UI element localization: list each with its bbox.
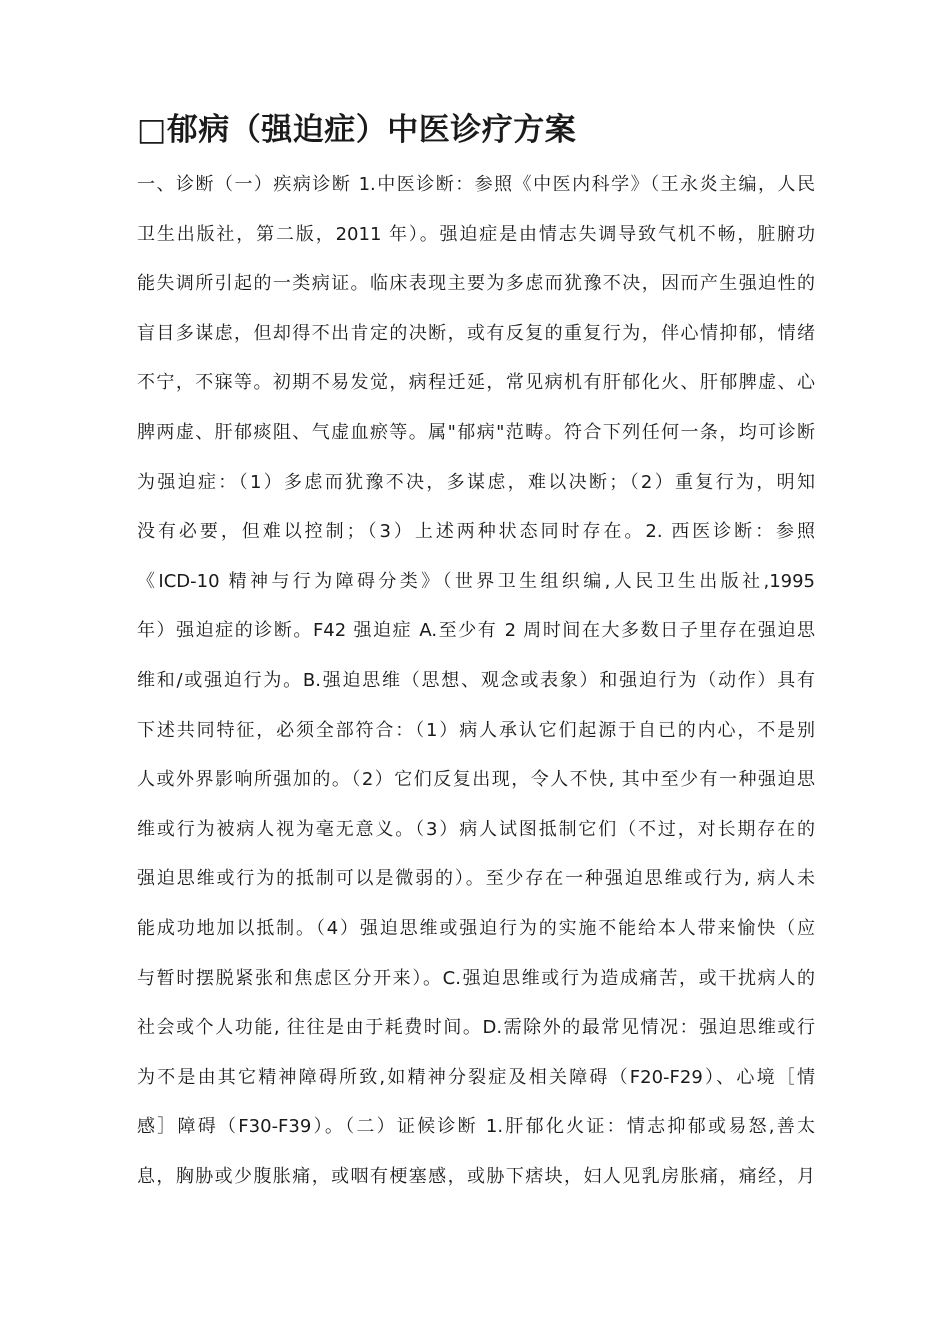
body-line: 下述共同特征，必须全部符合：（1）病人承认它们起源于自已的内心，不是别 (137, 719, 815, 741)
body-line: 与暂时摆脱紧张和焦虑区分开来）。C.强迫思维或行为造成痛苦，或干扰病人的 (137, 967, 815, 989)
body-line: 不宁，不寐等。初期不易发觉，病程迁延，常见病机有肝郁化火、肝郁脾虚、心 (137, 372, 815, 394)
body-line: 没有必要，但难以控制；（3）上述两种状态同时存在。2. 西医诊断：参照 (137, 521, 815, 543)
body-line: 脾两虚、肝郁痰阻、气虚血瘀等。属"郁病"范畴。符合下列任何一条，均可诊断 (137, 421, 815, 443)
body-line: 盲目多谋虑，但却得不出肯定的决断，或有反复的重复行为，伴心情抑郁，情绪 (137, 322, 815, 344)
body-line: 能失调所引起的一类病证。临床表现主要为多虑而犹豫不决，因而产生强迫性的 (137, 273, 815, 295)
document-title: □郁病（强迫症）中医诊疗方案 (137, 112, 577, 148)
body-line: 维和/或强迫行为。B.强迫思维（思想、观念或表象）和强迫行为（动作）具有 (137, 669, 815, 691)
body-line: 感］障碍（F30-F39）。（二）证候诊断 1.肝郁化火证：情志抑郁或易怒,善太 (137, 1116, 815, 1138)
body-line: 《ICD-10 精神与行为障碍分类》（世界卫生组织编,人民卫生出版社,1995 (137, 570, 815, 592)
body-line: 卫生出版社，第二版，2011 年）。强迫症是由情志失调导致气机不畅，脏腑功 (137, 223, 815, 245)
body-line: 强迫思维或行为的抵制可以是微弱的）。至少存在一种强迫思维或行为, 病人未 (137, 868, 815, 890)
body-line: 年）强迫症的诊断。F42 强迫症 A.至少有 2 周时间在大多数日子里存在强迫思 (137, 620, 815, 642)
body-line: 为不是由其它精神障碍所致,如精神分裂症及相关障碍（F20-F29）、心境［情 (137, 1066, 815, 1088)
body-line: 维或行为被病人视为毫无意义。（3）病人试图抵制它们（不过，对长期存在的 (137, 818, 815, 840)
body-line: 人或外界影响所强加的。（2）它们反复出现，令人不快, 其中至少有一种强迫思 (137, 769, 815, 791)
body-line: 能成功地加以抵制。（4）强迫思维或强迫行为的实施不能给本人带来愉快（应 (137, 917, 815, 939)
body-line: 息，胸胁或少腹胀痛，或咽有梗塞感，或胁下痞块，妇人见乳房胀痛，痛经，月 (137, 1165, 815, 1187)
body-line: 社会或个人功能, 往往是由于耗费时间。D.需除外的最常见情况：强迫思维或行 (137, 1017, 815, 1039)
body-line: 一、诊断（一）疾病诊断 1.中医诊断：参照《中医内科学》（王永炎主编，人民 (137, 174, 815, 195)
body-line: 为强迫症：（1）多虑而犹豫不决，多谋虑，难以决断；（2）重复行为，明知 (137, 471, 815, 493)
document-body (137, 160, 815, 1201)
